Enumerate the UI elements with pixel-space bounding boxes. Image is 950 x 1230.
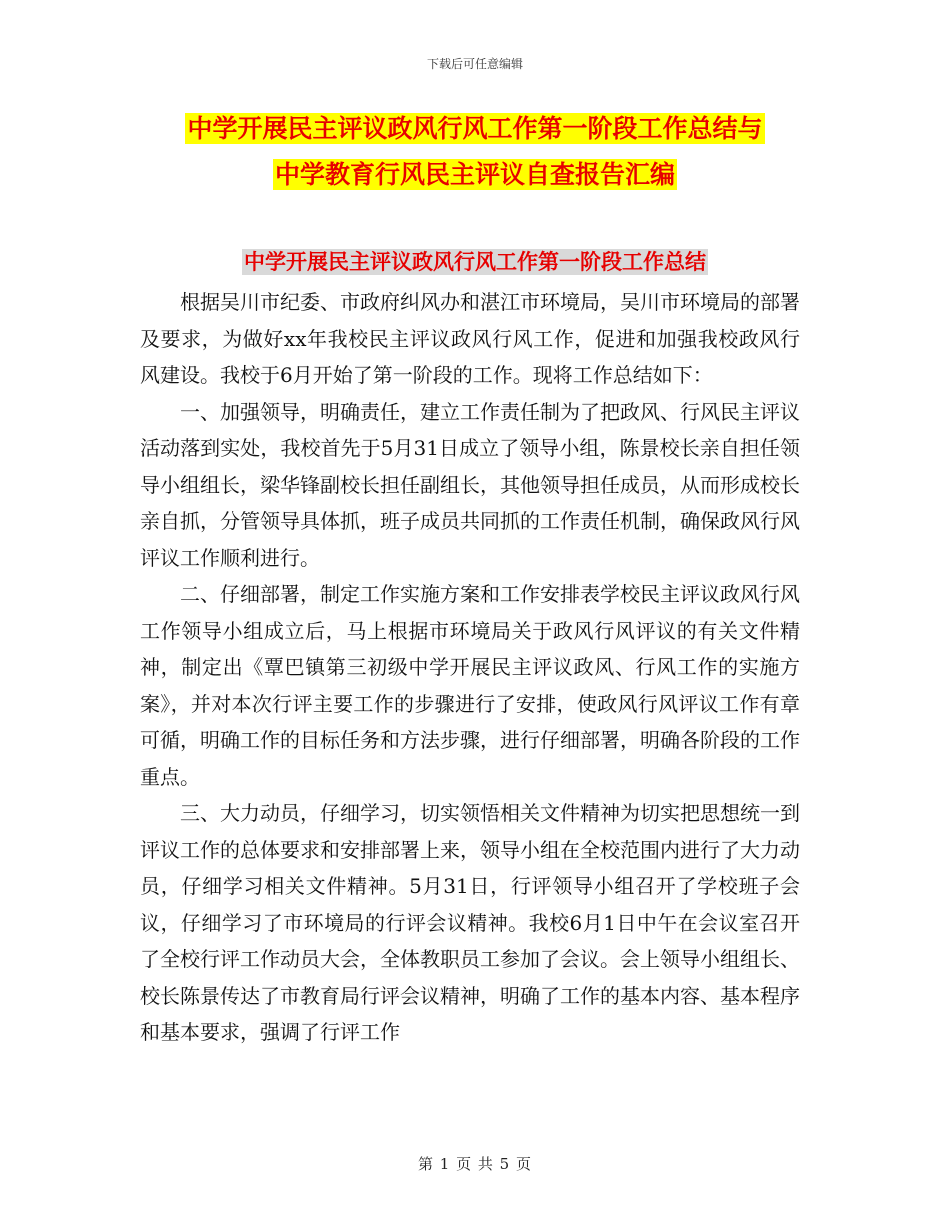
- page-footer: 第 1 页 共 5 页: [418, 1155, 532, 1173]
- header-note: 下载后可任意编辑: [426, 57, 523, 71]
- document-title-line-1: [140, 114, 810, 144]
- body-text: [140, 284, 800, 1051]
- document-title-line-2: [140, 160, 810, 190]
- section-title-text: 中学开展民主评议政风行风工作第一阶段工作总结: [244, 250, 706, 274]
- paragraph: 根据吴川市纪委、市政府纠风办和湛江市环境局，吴川市环境局的部署及要求，为做好xx年我校民主评议政风行风工作，促进和加强我校政风行风建设。我校于6月开始了第一阶段的工作。现将工作总结如下：: [140, 290, 800, 387]
- title-line-2-text: 中学教育行风民主评议自查报告汇编: [274, 160, 675, 189]
- title-line-1-text: 中学开展民主评议政风行风工作第一阶段工作总结与: [187, 114, 763, 143]
- paragraph: 二、仔细部署，制定工作实施方案和工作安排表学校民主评议政风行风工作领导小组成立后，马上根据市环境局关于政风行风评议的有关文件精神，制定出《覃巴镇第三初级中学开展民主评议政风、行风工作的实施方案》，并对本次行评主要工作的步骤进行了安排，使政风行风评议工作有章可循，明确工作的目标任务和方法步骤，进行仔细部署，明确各阶段的工作重点。: [140, 582, 800, 789]
- paragraph: 三、大力动员，仔细学习，切实领悟相关文件精神为切实把思想统一到评议工作的总体要求和安排部署上来，领导小组在全校范围内进行了大力动员，仔细学习相关文件精神。5月31日，行评领导小组召开了学校班子会议，仔细学习了市环境局的行评会议精神。我校6月1日中午在会议室召开了全校行评工作动员大会，全体教职员工参加了会议。会上领导小组组长、校长陈景传达了市教育局行评会议精神，明确了工作的基本内容、基本程序和基本要求，强调了行评工作: [140, 801, 800, 1044]
- paragraph: 一、加强领导，明确责任，建立工作责任制为了把政风、行风民主评议活动落到实处，我校首先于5月31日成立了领导小组，陈景校长亲自担任领导小组组长，梁华锋副校长担任副组长，其他领导担任成员，从而形成校长亲自抓，分管领导具体抓，班子成员共同抓的工作责任机制，确保政风行风评议工作顺利进行。: [140, 399, 800, 570]
- section-title: [140, 248, 810, 276]
